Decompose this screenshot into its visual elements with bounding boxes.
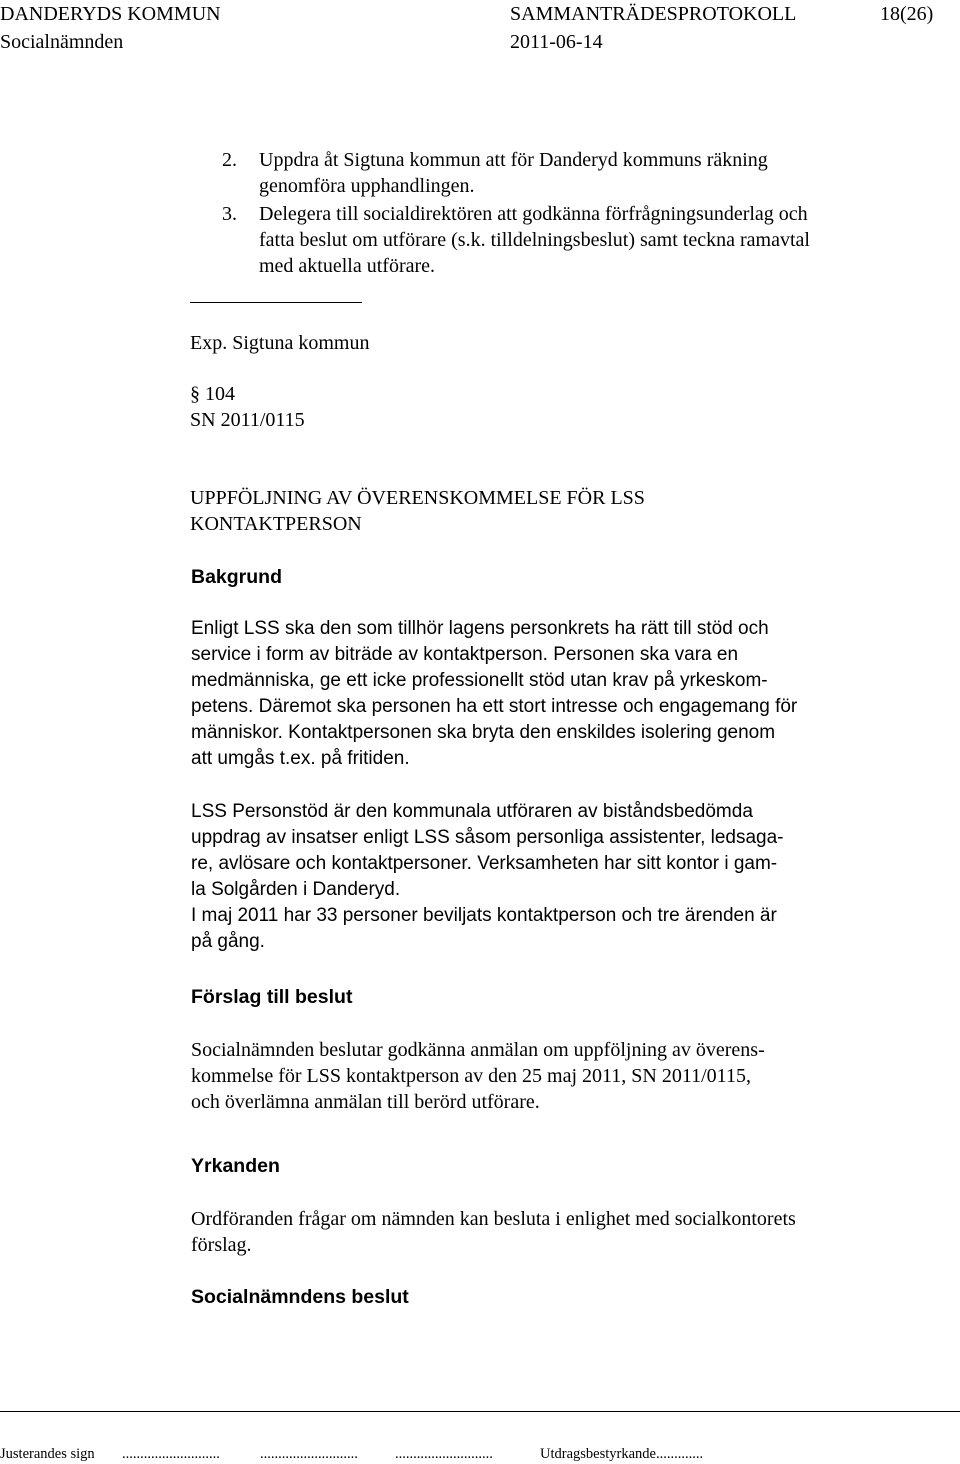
- section-title: UPPFÖLJNING AV ÖVERENSKOMMELSE FÖR LSS KONTAKTPERSON: [190, 487, 645, 535]
- section-number: 104: [205, 383, 235, 405]
- proposal-text: Socialnämnden beslutar godkänna anmälan om uppföljning av överens- kommelse för LSS kontaktperson av den 25 maj 2011, SN 2011/0115, och överlämna anmälan till berörd utförare.: [191, 1039, 765, 1113]
- list-item-number: 3.: [222, 203, 237, 225]
- header-org: DANDERYDS KOMMUN: [0, 3, 221, 25]
- decision-heading: Socialnämndens beslut: [191, 1286, 409, 1308]
- list-item-text: Uppdra åt Sigtuna kommun att för Danderyd kommuns räkning genomföra upphandlingen.: [259, 149, 768, 197]
- expedition-note: Exp. Sigtuna kommun: [190, 332, 370, 354]
- footer-extract-field: .............: [655, 1446, 704, 1462]
- background-heading: Bakgrund: [191, 566, 283, 588]
- decision-item-3: [222, 201, 922, 281]
- footer-extract-label: [540, 1445, 703, 1463]
- section-paragraph-number: [190, 381, 235, 407]
- header-date: 2011-06-14: [510, 31, 603, 53]
- footer-signature-field-1: ...........................: [122, 1446, 220, 1462]
- header-committee: Socialnämnden: [0, 31, 124, 53]
- case-number: SN 2011/0115: [190, 409, 305, 431]
- footer-divider: [0, 1411, 960, 1412]
- header-doc-type: SAMMANTRÄDESPROTOKOLL: [510, 3, 797, 25]
- background-paragraph-1: Enligt LSS ska den som tillhör lagens personkrets ha rätt till stöd och service i form av biträde av kontaktperson. Personen ska vara en medmänniska, ge ett icke professionellt stöd utan krav på yrkeskom- petens. Däremot ska personen ha ett stort intresse och engagemang för människor. Kontaktpersonen ska bryta den enskildes isolering genom att umgås t.ex. på fritiden.: [191, 618, 798, 769]
- list-item-number: 2.: [222, 149, 237, 171]
- proposal-heading: Förslag till beslut: [191, 986, 353, 1008]
- motions-text: Ordföranden frågar om nämnden kan besluta i enlighet med socialkontorets förslag.: [191, 1208, 796, 1256]
- footer-signature-field-2: ...........................: [260, 1446, 358, 1462]
- footer-extract-text: Utdragsbestyrkande: [540, 1446, 656, 1462]
- header-page-number: 18(26): [880, 3, 934, 25]
- list-item-text: Delegera till socialdirektören att godkänna förfrågningsunderlag och fatta beslut om utförare (s.k. tilldelningsbeslut) samt teckna ramavtal med aktuella utförare.: [259, 203, 810, 277]
- section-symbol: §: [190, 383, 200, 405]
- footer-sign-label: Justerandes sign: [0, 1446, 95, 1462]
- decision-item-2: [222, 147, 922, 201]
- footer-signature-field-3: ...........................: [395, 1446, 493, 1462]
- separator-line: [190, 302, 362, 303]
- motions-heading: Yrkanden: [191, 1155, 280, 1177]
- background-paragraph-2: LSS Personstöd är den kommunala utföraren av biståndsbedömda uppdrag av insatser enligt LSS såsom personliga assistenter, ledsaga- re, avlösare och kontaktpersoner. Verksamheten har sitt kontor i gam- la Solgården i Danderyd. I maj 2011 har 33 personer beviljats kontaktperson och tre ärenden är på gång.: [191, 801, 784, 952]
